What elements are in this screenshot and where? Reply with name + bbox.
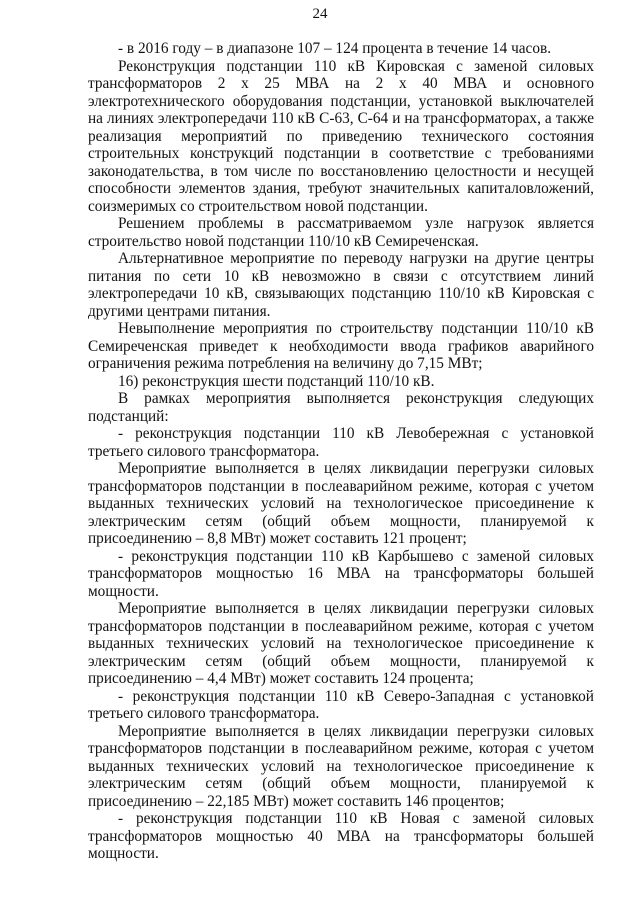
- paragraph: Невыполнение мероприятия по строительству подстанции 110/10 кВ Семиреченская приведет к необходимости ввода графиков аварийного ограничения режима потребления на величину до 7,15 МВт;: [88, 320, 594, 372]
- paragraph: Реконструкция подстанции 110 кВ Кировская с заменой силовых трансформаторов 2 х 25 МВА на 2 х 40 МВА и основного электротехнического оборудования подстанции, установкой выключателей на линиях электропередачи 110 кВ С-63, С-64 и на трансформаторах, а также реализация мероприятий по приведению технического состояния строительных конструкций подстанции в соответствие с требованиями законодательства, в том числе по восстановлению целостности и несущей способности элементов здания, требуют значительных капиталовложений, соизмеримых со строительством новой подстанции.: [88, 57, 594, 215]
- paragraph: - реконструкция подстанции 110 кВ Левобережная с установкой третьего силового трансформатора.: [88, 425, 594, 460]
- paragraph: - реконструкция подстанции 110 кВ Северо-Западная с установкой третьего силового трансформатора.: [88, 687, 594, 722]
- paragraph: Мероприятие выполняется в целях ликвидации перегрузки силовых трансформаторов подстанции в послеаварийном режиме, которая с учетом выданных технических условий на технологическое присоединение к электрическим сетям (общий объем мощности, планируемой к присоединению – 8,8 МВт) может составить 121 процент;: [88, 460, 594, 547]
- paragraph: - реконструкция подстанции 110 кВ Новая с заменой силовых трансформаторов мощностью 40 МВА на трансформаторы большей мощности.: [88, 810, 594, 862]
- paragraph: 16) реконструкция шести подстанций 110/10 кВ.: [118, 372, 435, 390]
- paragraph: В рамках мероприятия выполняется реконструкция следующих подстанций:: [88, 390, 594, 425]
- page-number: 24: [312, 6, 328, 22]
- paragraph: Решением проблемы в рассматриваемом узле нагрузок является строительство новой подстанции 110/10 кВ Семиреченская.: [88, 215, 594, 250]
- paragraph: Альтернативное мероприятие по переводу нагрузки на другие центры питания по сети 10 кВ невозможно в связи с отсутствием линий электропередачи 10 кВ, связывающих подстанцию 110/10 кВ Кировская с другими центрами питания.: [88, 250, 594, 320]
- paragraph: Мероприятие выполняется в целях ликвидации перегрузки силовых трансформаторов подстанции в послеаварийном режиме, которая с учетом выданных технических условий на технологическое присоединение к электрическим сетям (общий объем мощности, планируемой к присоединению – 4,4 МВт) может составить 124 процента;: [88, 600, 594, 687]
- paragraph: - в 2016 году – в диапазоне 107 – 124 процента в течение 14 часов.: [118, 40, 552, 57]
- document-body: [88, 40, 594, 863]
- paragraph: - реконструкция подстанции 110 кВ Карбышево с заменой силовых трансформаторов мощностью 16 МВА на трансформаторы большей мощности.: [88, 547, 594, 600]
- paragraph: Мероприятие выполняется в целях ликвидации перегрузки силовых трансформаторов подстанции в послеаварийном режиме, которая с учетом выданных технических условий на технологическое присоединение к электрическим сетям (общий объем мощности, планируемой к присоединению – 22,185 МВт) может составить 146 процентов;: [88, 722, 594, 810]
